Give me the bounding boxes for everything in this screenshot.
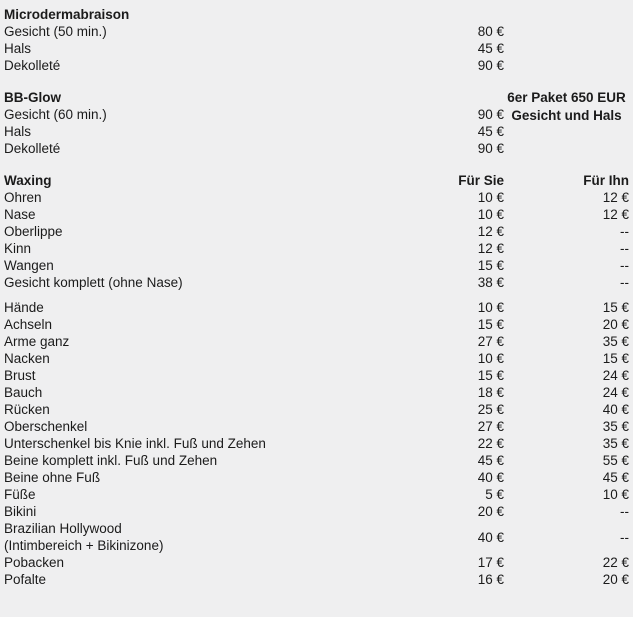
service-label: Bauch (4, 385, 43, 400)
table-row (4, 223, 629, 240)
price-women: 45 € (477, 41, 504, 56)
service-label: Ohren (4, 190, 42, 205)
price-women: 18 € (477, 385, 504, 400)
service-label: Füße (4, 487, 36, 502)
price-men: 20 € (602, 317, 629, 332)
price-women: 15 € (477, 317, 504, 332)
table-row (4, 189, 629, 206)
table-row (4, 299, 629, 316)
service-label: Gesicht (60 min.) (4, 107, 107, 122)
price-men: 45 € (602, 470, 629, 485)
price-men: -- (620, 241, 629, 256)
price-women: 27 € (477, 334, 504, 349)
price-women: 27 € (477, 419, 504, 434)
table-row (4, 40, 629, 57)
service-label: Dekolleté (4, 58, 61, 73)
table-row (4, 503, 629, 520)
service-label: Unterschenkel bis Knie inkl. Fuß und Zehen (4, 436, 266, 451)
column-header-men: Für Ihn (583, 173, 629, 188)
table-row (4, 23, 629, 40)
table-row (4, 333, 629, 350)
price-women: 40 € (477, 470, 504, 485)
section-col-mid-header (394, 87, 504, 106)
table-row (4, 418, 629, 435)
row-spacer (4, 291, 629, 299)
price-women: 15 € (477, 368, 504, 383)
service-label: Gesicht komplett (ohne Nase) (4, 275, 183, 290)
price-men: 35 € (602, 334, 629, 349)
price-women: 16 € (477, 572, 504, 587)
section-heading-waxing (4, 170, 629, 189)
price-men: -- (620, 258, 629, 273)
price-men: 20 € (602, 572, 629, 587)
service-label-sub: (Intimbereich + Bikinizone) (4, 538, 164, 553)
price-women: 22 € (477, 436, 504, 451)
price-men: 12 € (602, 207, 629, 222)
price-women: 38 € (477, 275, 504, 290)
table-row (4, 401, 629, 418)
price-women: 45 € (477, 453, 504, 468)
section-title: Microdermabraison (4, 7, 130, 22)
table-row (4, 240, 629, 257)
price-women: 90 € (477, 107, 504, 122)
table-row (4, 435, 629, 452)
price-men: -- (620, 529, 629, 545)
table-row (4, 486, 629, 503)
service-label-group (4, 520, 394, 554)
section-col-right-header (504, 4, 629, 23)
service-label: Hals (4, 41, 32, 56)
service-label: Brust (4, 368, 36, 383)
table-row (4, 520, 629, 554)
service-label: Beine ohne Fuß (4, 470, 101, 485)
promo-line-2: Gesicht und Hals (511, 108, 622, 123)
price-men: -- (620, 504, 629, 519)
price-men (504, 23, 629, 40)
table-row (4, 274, 629, 291)
table-row (4, 571, 629, 588)
price-men: 35 € (602, 419, 629, 434)
service-label: Pobacken (4, 555, 65, 570)
price-men: -- (620, 275, 629, 290)
promo-line-1: 6er Paket 650 EUR (507, 90, 626, 105)
service-label: Arme ganz (4, 334, 70, 349)
price-women: 12 € (477, 241, 504, 256)
price-men: 22 € (602, 555, 629, 570)
promo-badge (504, 87, 629, 157)
service-label: Bikini (4, 504, 37, 519)
price-men: 35 € (602, 436, 629, 451)
table-row (4, 469, 629, 486)
price-women: 45 € (477, 124, 504, 139)
table-row (4, 57, 629, 74)
price-men: 10 € (602, 487, 629, 502)
price-table (4, 4, 629, 588)
price-men: 12 € (602, 190, 629, 205)
section-title: BB-Glow (4, 90, 61, 105)
service-label: Nacken (4, 351, 50, 366)
table-row (4, 384, 629, 401)
row-spacer (4, 74, 629, 87)
table-row (4, 554, 629, 571)
price-men: 40 € (602, 402, 629, 417)
price-women: 15 € (477, 258, 504, 273)
service-label: Rücken (4, 402, 50, 417)
price-women: 80 € (477, 24, 504, 39)
price-men: 24 € (602, 385, 629, 400)
service-label: Nase (4, 207, 36, 222)
table-row (4, 316, 629, 333)
service-label: Wangen (4, 258, 54, 273)
service-label: Oberlippe (4, 224, 63, 239)
service-label: Brazilian Hollywood (4, 521, 122, 536)
service-label: Hals (4, 124, 32, 139)
price-women: 12 € (477, 224, 504, 239)
section-col-mid-header (394, 4, 504, 23)
row-spacer (4, 157, 629, 170)
price-men: 24 € (602, 368, 629, 383)
price-women: 17 € (477, 555, 504, 570)
section-title: Waxing (4, 173, 52, 188)
price-women: 90 € (477, 141, 504, 156)
service-label: Oberschenkel (4, 419, 88, 434)
service-label: Gesicht (50 min.) (4, 24, 107, 39)
service-label: Pofalte (4, 572, 47, 587)
service-label: Achseln (4, 317, 53, 332)
price-women: 10 € (477, 207, 504, 222)
table-row (4, 350, 629, 367)
price-men: 15 € (602, 300, 629, 315)
price-men (504, 57, 629, 74)
price-men: 15 € (602, 351, 629, 366)
price-men: 55 € (602, 453, 629, 468)
price-women: 10 € (477, 351, 504, 366)
price-women: 10 € (477, 190, 504, 205)
table-row (4, 367, 629, 384)
service-label: Beine komplett inkl. Fuß und Zehen (4, 453, 218, 468)
table-row (4, 257, 629, 274)
service-label: Hände (4, 300, 44, 315)
section-heading-bb-glow (4, 87, 629, 106)
price-women: 90 € (477, 58, 504, 73)
column-header-women: Für Sie (458, 173, 504, 188)
price-women: 5 € (485, 487, 504, 502)
price-women: 40 € (477, 529, 504, 545)
price-women: 10 € (477, 300, 504, 315)
table-row (4, 452, 629, 469)
service-label: Kinn (4, 241, 32, 256)
price-men (504, 40, 629, 57)
service-label: Dekolleté (4, 141, 61, 156)
table-row (4, 206, 629, 223)
price-men: -- (620, 224, 629, 239)
price-women: 20 € (477, 504, 504, 519)
price-women: 25 € (477, 402, 504, 417)
section-heading-microdermabrasion (4, 4, 629, 23)
